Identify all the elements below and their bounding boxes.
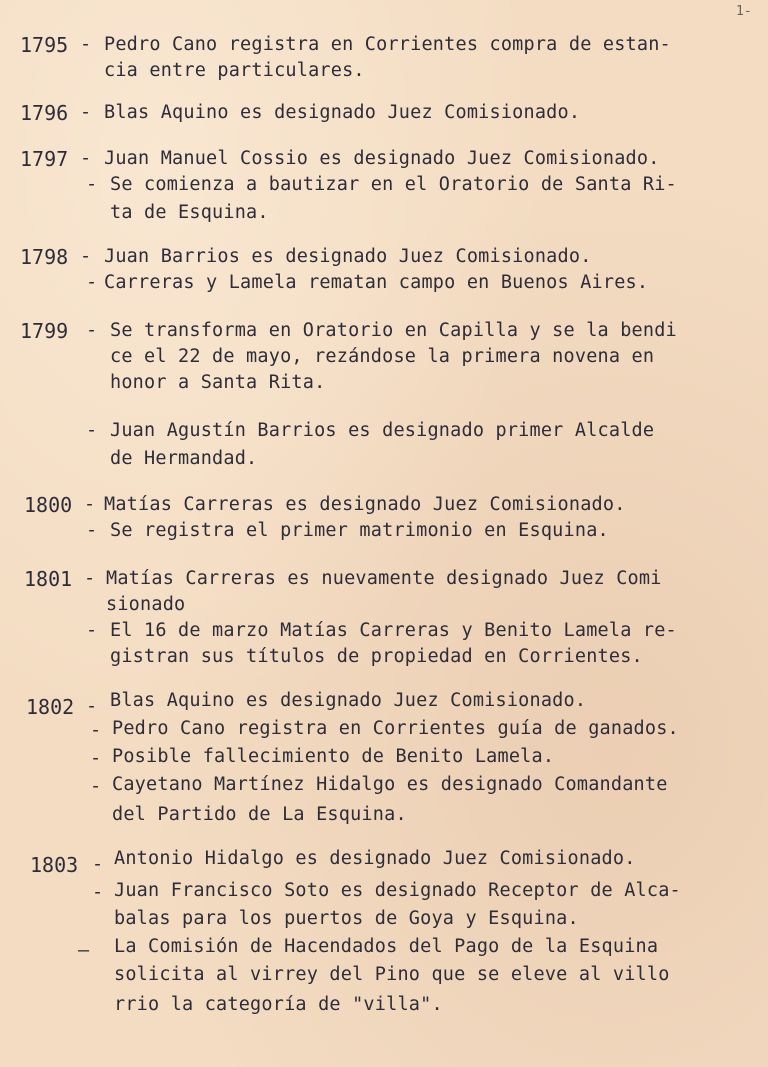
entry-year: 1801 [24, 567, 73, 591]
entry-year: 1797 [20, 147, 69, 171]
entry-line: honor a Santa Rita. [110, 372, 326, 393]
entry-dash: - [86, 272, 98, 293]
entry-line: balas para los puertos de Goya y Esquina. [114, 908, 579, 929]
entry-dash: - [84, 568, 96, 589]
entry-line: Matías Carreras es nuevamente designado Juez Comi [106, 568, 662, 589]
entry-dash: - [90, 720, 102, 741]
entry-year: 1803 [30, 853, 79, 877]
entry-line: Blas Aquino es designado Juez Comisionado. [104, 102, 581, 123]
entry-line: El 16 de marzo Matías Carreras y Benito Lamela re- [110, 620, 677, 641]
entry-dash: - [80, 102, 92, 123]
entry-dash: — [78, 940, 90, 961]
page-mark: 1- [736, 4, 752, 19]
entry-dash: - [90, 748, 102, 769]
entry-year: 1798 [20, 245, 69, 269]
entry-dash: - [86, 696, 98, 717]
entry-line: ce el 22 de mayo, rezándose la primera novena en [110, 346, 655, 367]
entry-line: gistran sus títulos de propiedad en Corrientes. [110, 646, 643, 667]
entry-dash: - [86, 420, 98, 441]
entry-line: Se registra el primer matrimonio en Esquina. [110, 520, 609, 541]
entry-dash: - [86, 620, 98, 641]
entry-dash: - [90, 776, 102, 797]
entry-line: del Partido de La Esquina. [112, 804, 407, 825]
entry-year: 1802 [26, 695, 75, 719]
entry-dash: - [86, 320, 98, 341]
entry-year: 1795 [20, 33, 69, 57]
entry-line: rrio la categoría de "villa". [114, 994, 443, 1015]
entry-line: Se transforma en Oratorio en Capilla y se la bendi [110, 320, 677, 341]
entry-line: Pedro Cano registra en Corrientes guía de ganados. [112, 718, 679, 739]
entry-line: Juan Barrios es designado Juez Comisionado. [104, 246, 592, 267]
entry-dash: - [86, 174, 98, 195]
entry-dash: - [80, 34, 92, 55]
entry-line: Se comienza a bautizar en el Oratorio de Santa Ri- [110, 174, 677, 195]
entry-line: Carreras y Lamela rematan campo en Buenos Aires. [104, 272, 649, 293]
entry-dash: - [92, 882, 104, 903]
entry-line: Pedro Cano registra en Corrientes compra de estan- [104, 34, 671, 55]
entry-line: Posible fallecimiento de Benito Lamela. [112, 746, 555, 767]
entry-line: Cayetano Martínez Hidalgo es designado Comandante [112, 774, 668, 795]
entry-line: cia entre particulares. [104, 60, 365, 81]
entry-dash: - [80, 246, 92, 267]
entry-year: 1800 [24, 493, 73, 517]
entry-line: sionado [106, 594, 186, 615]
entry-dash: - [80, 148, 92, 169]
entry-line: ta de Esquina. [110, 202, 269, 223]
entry-line: La Comisión de Hacendados del Pago de la Esquina [114, 936, 659, 957]
entry-year: 1799 [20, 319, 69, 343]
entry-dash: - [92, 854, 104, 875]
entry-line: Juan Agustín Barrios es designado primer Alcalde [110, 420, 655, 441]
entry-year: 1796 [20, 101, 69, 125]
entry-line: Blas Aquino es designado Juez Comisionado. [110, 690, 587, 711]
entry-dash: - [84, 494, 96, 515]
entry-line: Juan Manuel Cossio es designado Juez Comisionado. [104, 148, 660, 169]
entry-line: Antonio Hidalgo es designado Juez Comisionado. [114, 848, 636, 869]
entry-line: solicita al virrey del Pino que se eleve al villo [114, 964, 670, 985]
entry-line: Matías Carreras es designado Juez Comisionado. [104, 494, 626, 515]
entry-dash: - [86, 520, 98, 541]
entry-line: Juan Francisco Soto es designado Receptor de Alca- [114, 880, 681, 901]
entry-line: de Hermandad. [110, 448, 258, 469]
